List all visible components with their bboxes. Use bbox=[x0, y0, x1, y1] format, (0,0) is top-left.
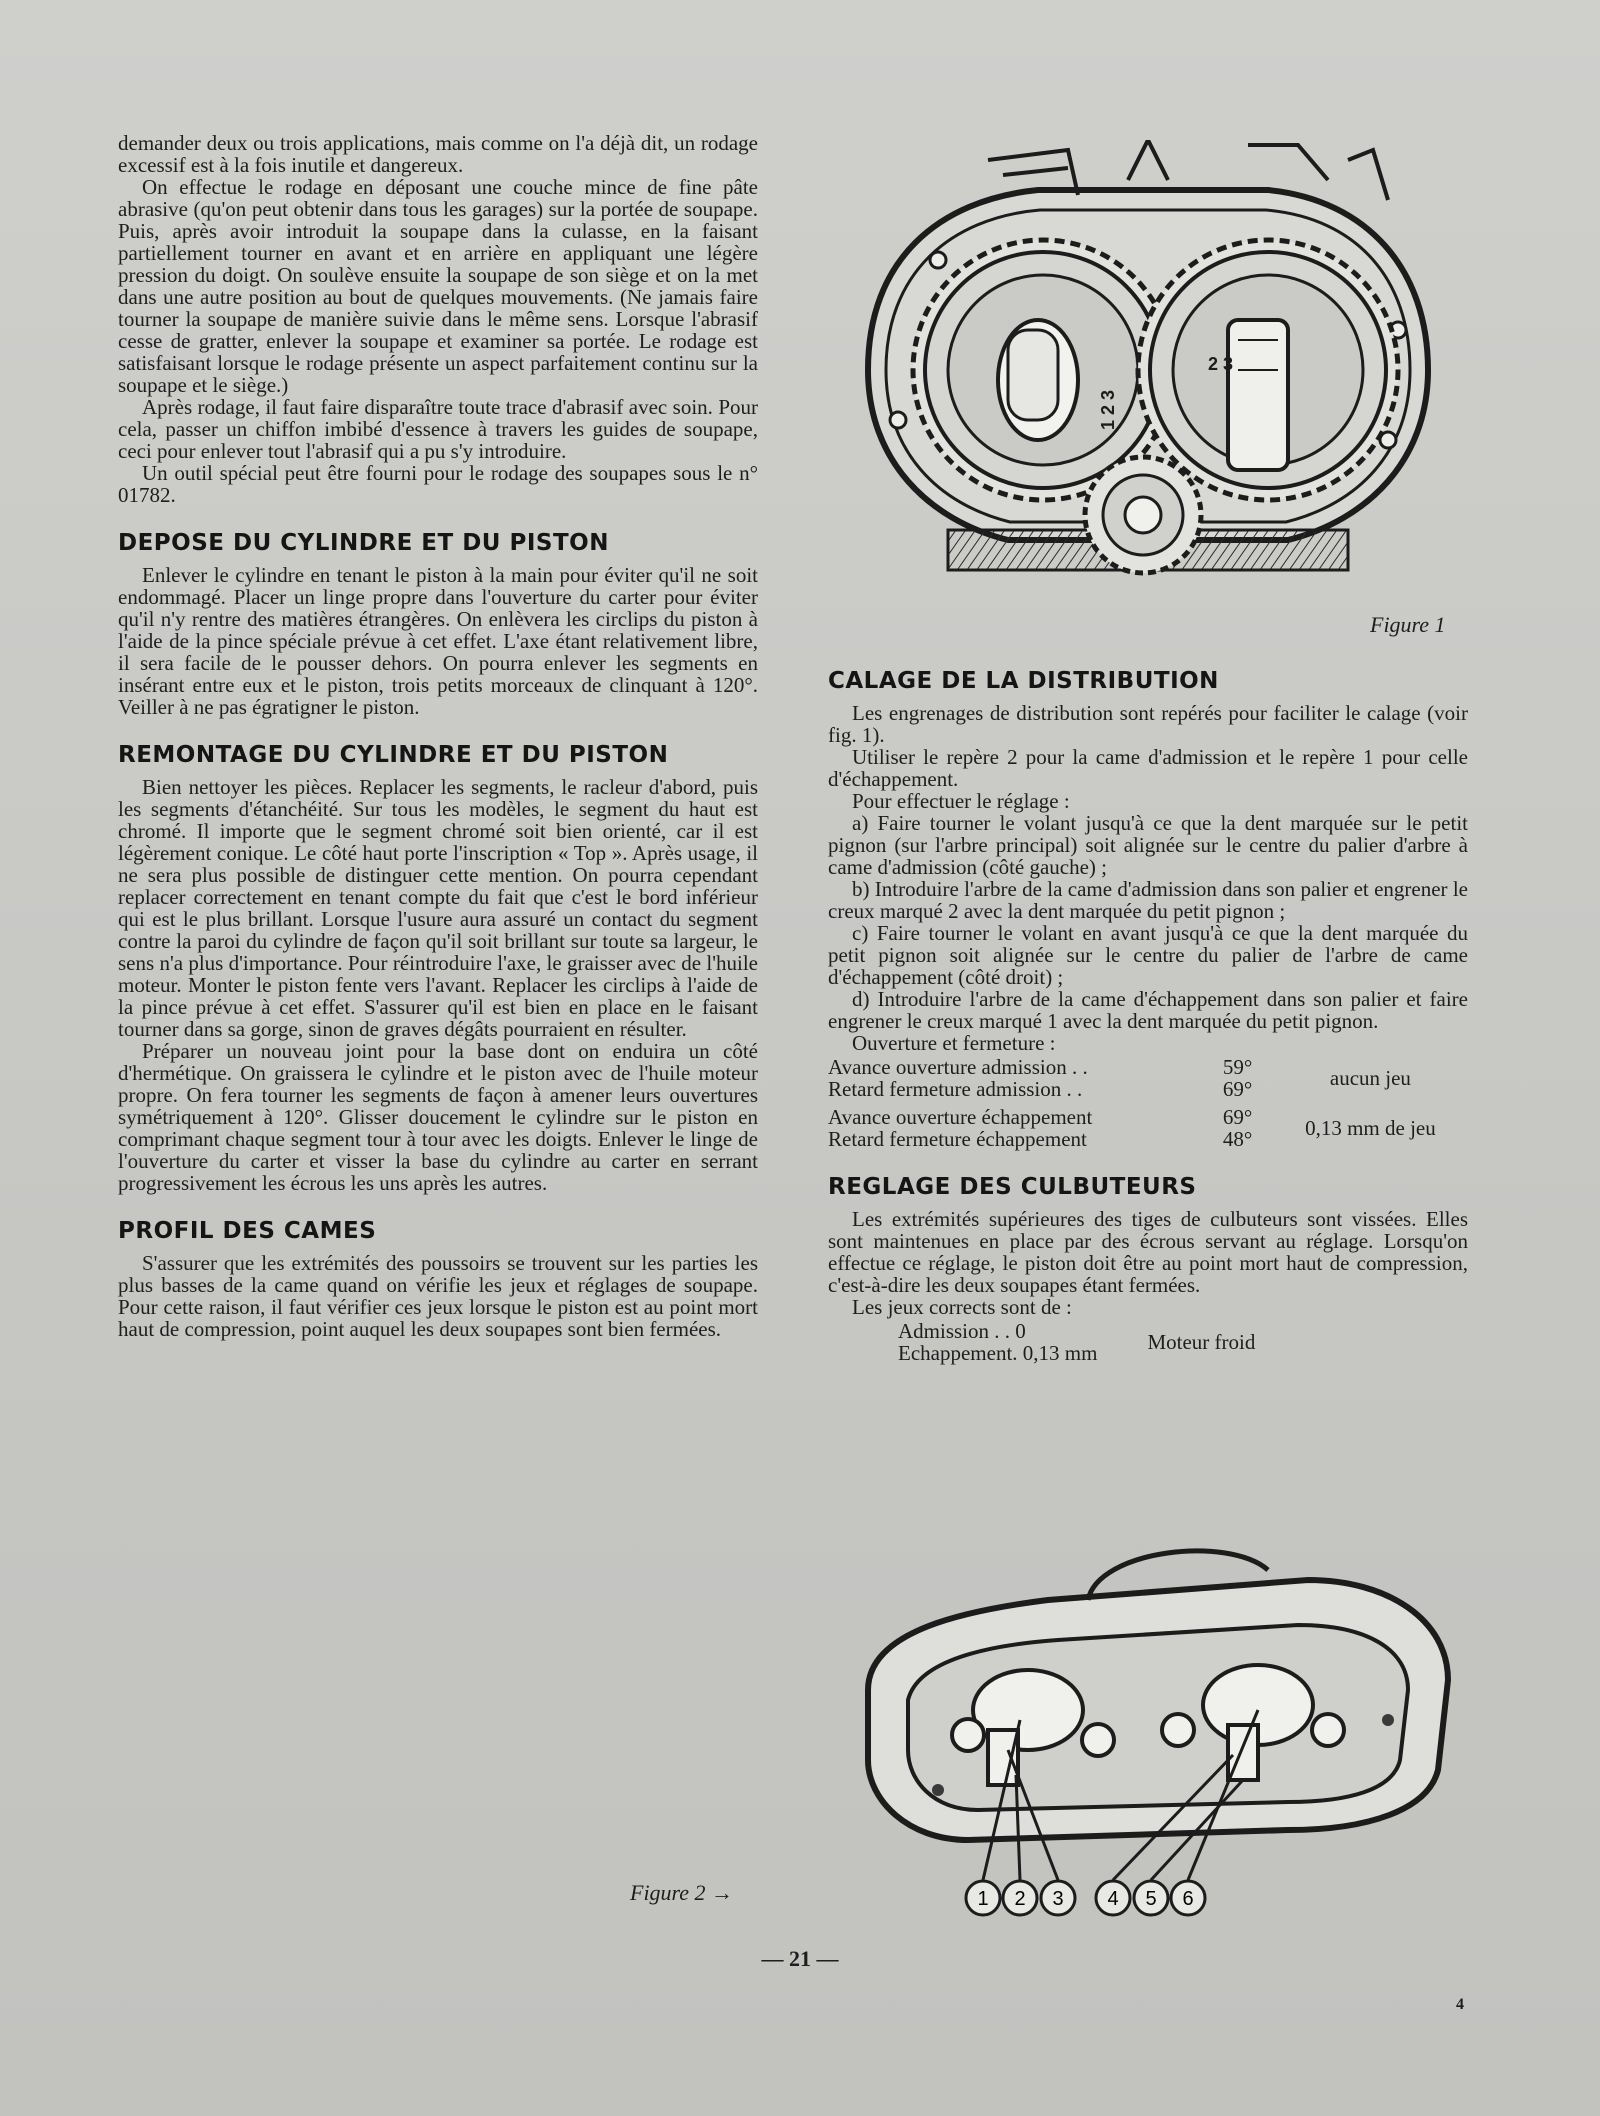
paragraph: d) Introduire l'arbre de la came d'échappement dans son palier et faire engrener le creux marqué 1 avec la dent marquée du petit pignon. bbox=[828, 987, 1468, 1033]
clearance-echappement: Echappement. 0,13 mm bbox=[898, 1341, 1098, 1365]
callouts bbox=[966, 1881, 1205, 1915]
timing-value: 59° bbox=[1222, 1055, 1253, 1079]
paragraph: c) Faire tourner le volant en avant jusqu'à ce que la dent marquée du petit pignon soit alignée sur le centre du palier de l'arbre de came d'échappement (côté droit) ; bbox=[828, 921, 1468, 989]
figure-1-caption: Figure 1 bbox=[1370, 612, 1446, 637]
svg-text:1: 1 bbox=[977, 1888, 989, 1910]
paragraph: On effectue le rodage en déposant une couche mince de fine pâte abrasive (qu'on peut obtenir dans tous les garages) sur la portée de soupape. Puis, après avoir introduit la soupape dans la culasse, en la faisant partiellement tourner en avant et en arrière en appliquant une légère pression du doigt. On soulève ensuite la soupape de son siège et on la met dans une autre position au bout de quelques mouvements. (Ne jamais faire tourner la soupape de manière suivie dans le même sens. Lorsque l'abrasif cesse de gratter, enlever la soupape et examiner sa portée. Le rodage est satisfaisant lorsque le rodage présente un aspect parfaitement continu sur la soupape et le siège.) bbox=[118, 175, 758, 397]
callout-6 bbox=[1171, 1881, 1205, 1915]
paragraph: Pour effectuer le réglage : bbox=[852, 789, 1070, 813]
timing-value: 48° bbox=[1222, 1127, 1253, 1151]
callout-5 bbox=[1134, 1881, 1168, 1915]
right-column bbox=[828, 670, 1468, 1364]
section-heading-profil: PROFIL DES CAMES bbox=[118, 1218, 377, 1244]
svg-text:6: 6 bbox=[1182, 1888, 1194, 1910]
section-heading-remontage: REMONTAGE DU CYLINDRE ET DU PISTON bbox=[118, 742, 669, 768]
callout-3 bbox=[1041, 1881, 1075, 1915]
paragraph: demander deux ou trois applications, mais comme on l'a déjà dit, un rodage excessif est à la fois inutile et dangereux. bbox=[118, 131, 758, 177]
figure-2-rocker-assembly bbox=[848, 1540, 1468, 1930]
callout-1 bbox=[966, 1881, 1000, 1915]
gear-marks-right: 2 3 bbox=[1208, 354, 1234, 374]
section-heading-reglage: REGLAGE DES CULBUTEURS bbox=[828, 1174, 1197, 1200]
timing-value: 69° bbox=[1222, 1077, 1253, 1101]
paragraph: Ouverture et fermeture : bbox=[852, 1031, 1056, 1055]
paragraph: S'assurer que les extrémités des poussoirs se trouvent sur les parties les plus basses de la came quand on vérifie les jeux et réglages de soupape. Pour cette raison, il faut vérifier ces jeux lorsque le piston est au point mort haut de compression, point auquel les deux soupapes sont bien fermées. bbox=[118, 1251, 758, 1341]
table-row bbox=[828, 1106, 1468, 1128]
callout-2 bbox=[1003, 1881, 1037, 1915]
svg-text:5: 5 bbox=[1145, 1888, 1157, 1910]
paragraph: Les engrenages de distribution sont repérés pour faciliter le calage (voir fig. 1). bbox=[828, 701, 1468, 747]
timing-note-admission: aucun jeu bbox=[1329, 1066, 1411, 1090]
paragraph: Préparer un nouveau joint pour la base dont on enduira un côté d'hermétique. On graissera le cylindre et le piston avec de l'huile moteur propre. On fera tourner les segments de façon à amener leurs ouvertures symétriquement à 120°. Glisser doucement le cylindre sur le piston en comprimant chaque segment tour à tour avec les doigts. Enlever le linge de l'ouverture du carter et visser la base du cylindre au carter en serrant progressivement les écrous les uns après les autres. bbox=[118, 1039, 758, 1195]
corner-mark: 4 bbox=[1456, 1996, 1464, 2013]
clearance-admission: Admission . . 0 bbox=[898, 1319, 1026, 1343]
page-number: — 21 — bbox=[761, 1946, 839, 1971]
callout-4 bbox=[1096, 1881, 1130, 1915]
clearance-values bbox=[828, 1320, 1468, 1364]
timing-label: Avance ouverture admission . . bbox=[828, 1055, 1088, 1079]
paragraph: Bien nettoyer les pièces. Replacer les segments, le racleur d'abord, puis les segments d'étanchéité. Sur tous les modèles, le segment du haut est chromé. Il importe que le segment chromé soit bien orienté, car il est légèrement conique. Le côté haut porte l'inscription « Top ». Après usage, il ne sera plus possible de distinguer cette mention. On pourra cependant replacer correctement en tenant compte du fait que c'est le bord inférieur qui est le plus brillant. Lorsque l'usure aura assuré un contact du segment contre la paroi du cylindre de façon qu'il soit brillant sur toute sa largeur, le sens n'a plus d'importance. Pour réintroduire l'axe, le graisser avec de l'huile moteur. Monter le piston fente vers l'avant. Replacer les circlips à l'aide de la pince prévue à cet effet. S'assurer qu'il est bien en place en le faisant tourner dans sa gorge, sinon de graves dégâts pourraient en résulter. bbox=[118, 775, 758, 1041]
figure-1-timing-gears bbox=[828, 140, 1468, 620]
timing-table bbox=[828, 1056, 1468, 1150]
paragraph: a) Faire tourner le volant jusqu'à ce que la dent marquée sur le petit pignon (sur l'arbre principal) soit alignée sur le centre du palier d'arbre à came d'admission (côté gauche) ; bbox=[828, 811, 1468, 879]
paragraph: Un outil spécial peut être fourni pour le rodage des soupapes sous le n° 01782. bbox=[118, 461, 758, 507]
left-column bbox=[118, 132, 758, 1340]
svg-text:3: 3 bbox=[1052, 1888, 1064, 1910]
paragraph: Les extrémités supérieures des tiges de culbuteurs sont vissées. Elles sont maintenues en place par des écrous servant au réglage. Lorsqu'on effectue ce réglage, le piston doit être au point mort haut de compression, c'est-à-dire les deux soupapes étant fermées. bbox=[828, 1207, 1468, 1297]
svg-text:2: 2 bbox=[1014, 1888, 1026, 1910]
section-heading-calage: CALAGE DE LA DISTRIBUTION bbox=[828, 668, 1219, 694]
svg-text:4: 4 bbox=[1107, 1888, 1119, 1910]
table-row bbox=[828, 1056, 1468, 1078]
paragraph: Utiliser le repère 2 pour la came d'admission et le repère 1 pour celle d'échappement. bbox=[828, 745, 1468, 791]
timing-label: Avance ouverture échappement bbox=[828, 1105, 1093, 1129]
timing-value: 69° bbox=[1222, 1105, 1253, 1129]
timing-label: Retard fermeture échappement bbox=[828, 1127, 1087, 1151]
paragraph: Après rodage, il faut faire disparaître toute trace d'abrasif avec soin. Pour cela, passer un chiffon imbibé d'essence à travers les guides de soupape, ceci pour enlever tout l'abrasif qui a pu s'y introduire. bbox=[118, 395, 758, 463]
paragraph: Les jeux corrects sont de : bbox=[852, 1295, 1072, 1319]
paragraph: Enlever le cylindre en tenant le piston à la main pour éviter qu'il ne soit endommagé. Placer un linge propre dans l'ouverture du carter pour éviter qu'il n'y rentre des matières étrangères. On enlèvera les circlips du piston à l'aide de la pince spéciale prévue à cet effet. L'axe étant relativement libre, il sera facile de le pousser dehors. On pourra enlever les segments en insérant entre eux et le piston, trois petits morceaux de clinquant à 120°. Veiller à ne pas égratigner le piston. bbox=[118, 563, 758, 719]
figure-2-caption: Figure 2 → bbox=[630, 1880, 734, 1905]
gear-marks-left: 1 2 3 bbox=[1098, 389, 1118, 430]
section-heading-depose: DEPOSE DU CYLINDRE ET DU PISTON bbox=[118, 530, 609, 556]
clearance-note: Moteur froid bbox=[1147, 1330, 1256, 1354]
paragraph: b) Introduire l'arbre de la came d'admission dans son palier et engrener le creux marqué 2 avec la dent marquée du petit pignon ; bbox=[828, 877, 1468, 923]
timing-label: Retard fermeture admission . . bbox=[828, 1077, 1083, 1101]
timing-note-echappement: 0,13 mm de jeu bbox=[1305, 1116, 1436, 1140]
